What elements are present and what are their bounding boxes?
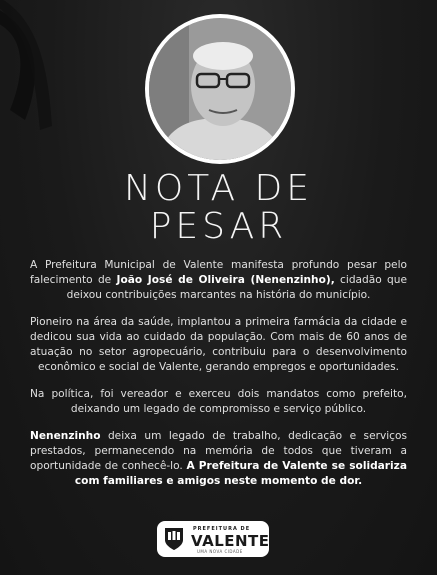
deceased-name: João José de Oliveira (Nenenzinho), — [116, 274, 335, 286]
title-line-1: NOTA DE — [124, 168, 313, 209]
prefeitura-logo — [157, 521, 269, 557]
paragraph-4-text: deixa um legado de trabalho, dedicação e serviços prestados, permanecendo na memória de todos que tiveram a oportunidade de conhecê-lo. — [30, 430, 407, 472]
message-body — [30, 258, 407, 501]
paragraph-2: Pioneiro na área da saúde, implantou a primeira farmácia da cidade e dedicou sua vida ao cuidado da população. Com mais de 60 anos de atuação no setor agropecuário, contribuiu para o desenvolvimento econômico e social de Valente, gerando empregos e oportunidades. — [30, 316, 407, 373]
portrait-photo — [145, 14, 295, 164]
mourning-ribbon-icon — [0, 0, 60, 130]
logo-small-text: PREFEITURA DE — [193, 526, 251, 532]
paragraph-4 — [30, 429, 407, 489]
person-silhouette-icon — [149, 18, 291, 160]
coat-of-arms-icon — [163, 526, 185, 552]
paragraph-1-text-a: A Prefeitura Municipal de Valente manifesta profundo pesar pelo falecimento de — [30, 259, 407, 286]
paragraph-1-text-b: cidadão que deixou contribuições marcantes na história do município. — [66, 274, 407, 301]
paragraph-3: Na política, foi vereador e exerceu dois mandatos como prefeito, deixando um legado de compromisso e serviço público. — [30, 388, 407, 415]
page-title — [0, 170, 437, 246]
title-line-2: PESAR — [149, 206, 288, 247]
solidarity-statement: A Prefeitura de Valente se solidariza com familiares e amigos neste momento de dor. — [74, 460, 407, 487]
paragraph-1 — [30, 258, 407, 303]
logo-tagline: UMA NOVA CIDADE — [197, 549, 243, 554]
logo-city-name: VALENTE — [191, 532, 270, 550]
nickname: Nenenzinho — [30, 430, 101, 442]
